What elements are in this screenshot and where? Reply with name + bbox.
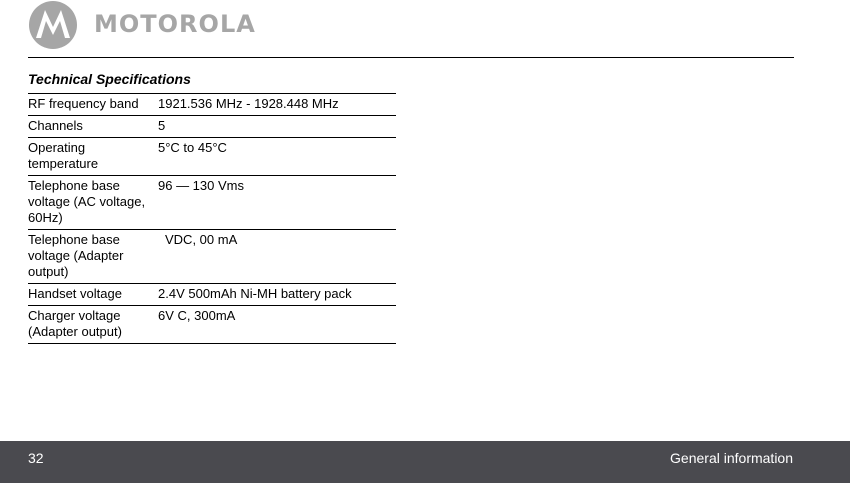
spec-value: 5°C to 45°C (158, 140, 227, 155)
spec-value: 2.4V 500mAh Ni-MH battery pack (158, 286, 352, 301)
spec-label: Operating temperature (28, 140, 99, 171)
motorola-logo-icon (28, 0, 78, 50)
spec-value: 5 (158, 118, 166, 133)
spec-value: 1921.536 MHz - 1928.448 MHz (158, 96, 339, 111)
spec-table (28, 93, 396, 344)
spec-label: Channels (28, 118, 83, 133)
brand-wordmark: MOTOROLA (94, 10, 256, 38)
spec-row-charger-voltage (28, 305, 396, 344)
spec-row-operating-temperature (28, 137, 396, 175)
header-divider (28, 57, 794, 58)
spec-value: 96 — 130 Vms (158, 178, 244, 193)
spec-value: VDC, 00 mA (165, 232, 238, 247)
spec-row-channels (28, 115, 396, 137)
spec-label: Telephone base voltage (Adapter output) (28, 232, 124, 279)
footer-section-label: General information (670, 450, 793, 466)
spec-value: 6V C, 300mA (158, 308, 236, 323)
spec-label: Charger voltage (Adapter output) (28, 308, 122, 339)
section-title: Technical Specifications (28, 71, 191, 87)
page-footer (0, 441, 850, 483)
spec-row-rf-frequency (28, 93, 396, 115)
spec-row-base-voltage-ac (28, 175, 396, 229)
spec-row-base-voltage-adapter (28, 229, 396, 283)
spec-row-handset-voltage (28, 283, 396, 305)
spec-label: Handset voltage (28, 286, 122, 301)
page-number: 32 (28, 450, 44, 466)
spec-label: Telephone base voltage (AC voltage, 60Hz) (28, 178, 146, 225)
spec-label: RF frequency band (28, 96, 139, 111)
